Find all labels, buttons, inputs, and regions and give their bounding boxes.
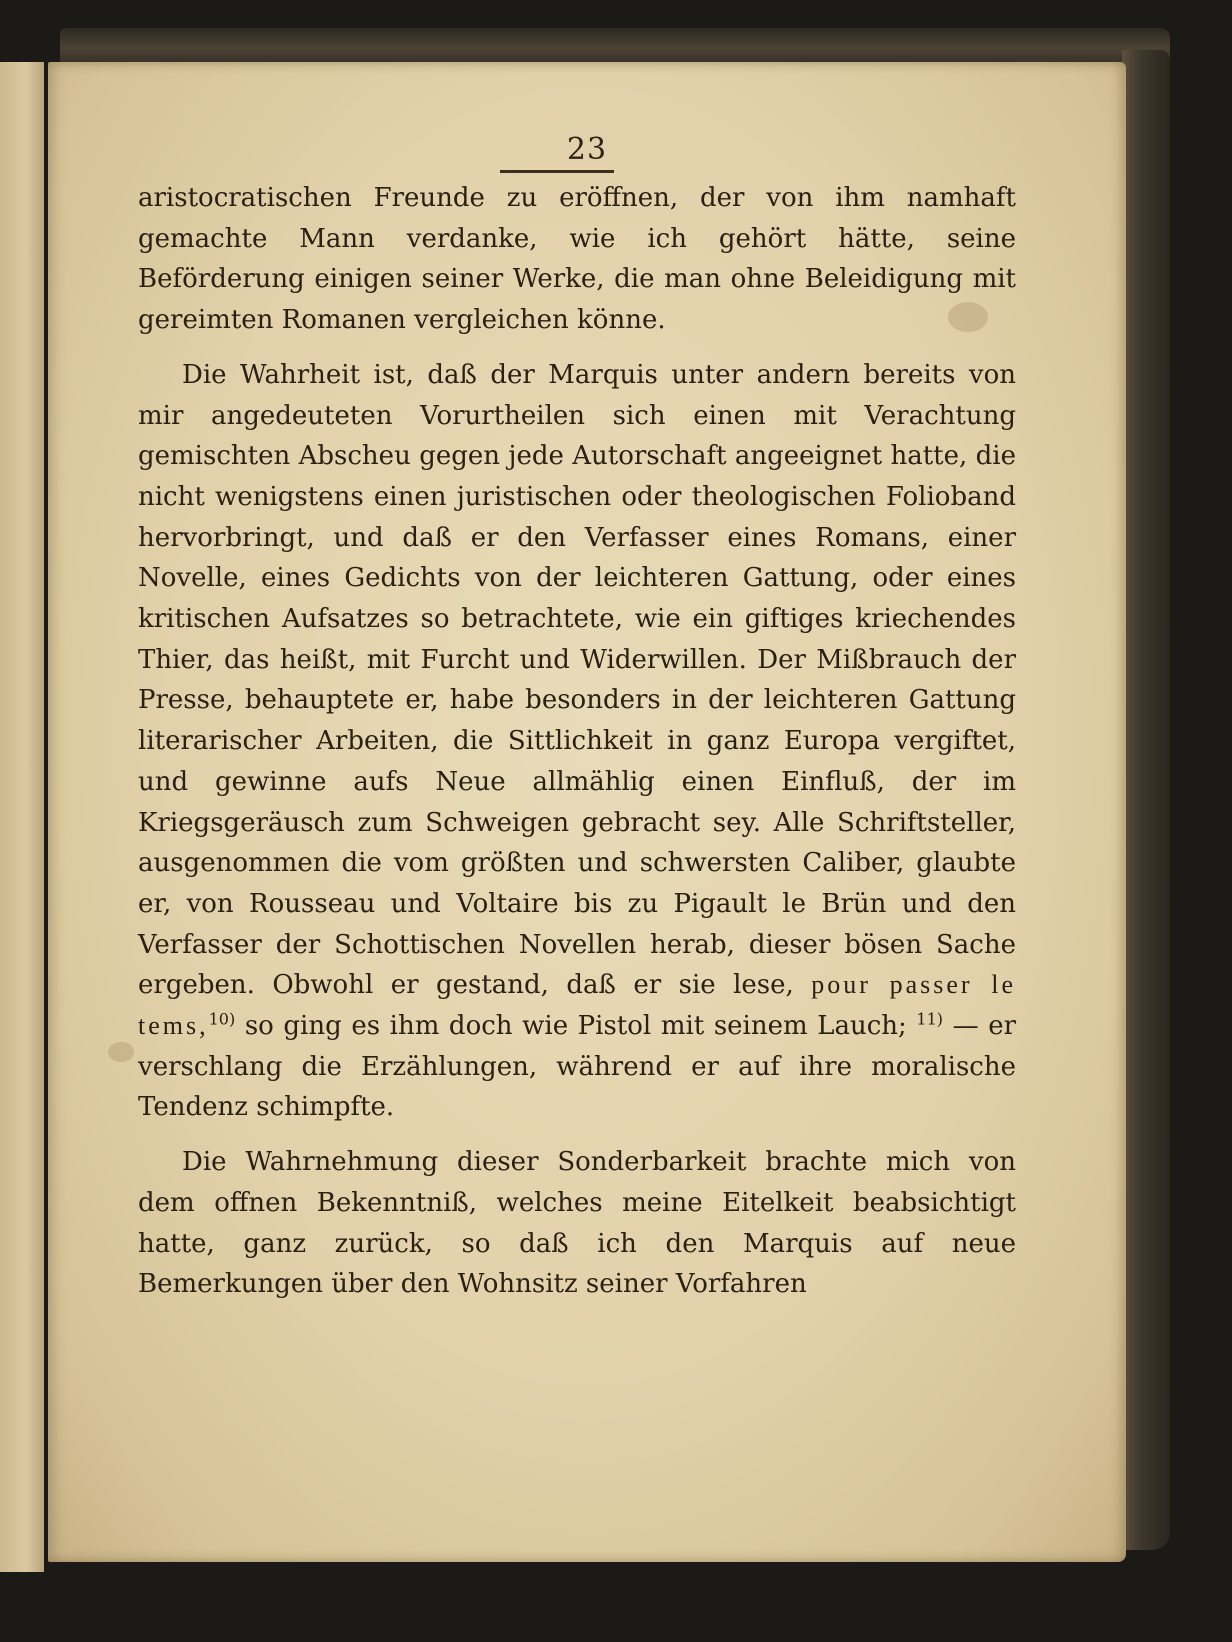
page-body-text — [138, 178, 1016, 1305]
paper-stain — [108, 1042, 134, 1062]
book-page — [48, 62, 1126, 1562]
book-cover-edge — [1122, 50, 1170, 1550]
footnote-marker: 11) — [916, 1009, 944, 1029]
paragraph-observation: Die Wahrnehmung dieser Sonderbarkeit brachte mich von dem offnen Bekenntniß, welches meine Eitelkeit beabsichtigt hatte, ganz zurück, so daß ich den Marquis auf neue Bemerkungen über den Wohnsitz seiner Vorfahren — [138, 1147, 1016, 1300]
facing-page-edge — [0, 62, 44, 1572]
paragraph-text: Die Wahrheit ist, daß der Marquis unter andern bereits von mir angedeuteten Vorurtheilen sich einen mit Verachtung gemischten Abscheu gegen jede Autorschaft angeeignet hatte, die nicht wenigstens einen juristischen oder theologischen Folioband hervorbringt, und daß er den Verfasser eines Romans, einer Novelle, eines Gedichts von der leichteren Gattung, oder eines kritischen Aufsatzes so betrachtete, wie ein giftiges kriechendes Thier, das heißt, mit Furcht und Widerwillen. Der Mißbrauch der Presse, behauptete er, habe besonders in der leichteren Gattung literarischer Arbeiten, die Sittlichkeit in ganz Europa vergiftet, und gewinne aufs Neue allmählig einen Einfluß, der im Kriegsgeräusch zum Schweigen gebracht sey. Alle Schriftsteller, ausgenommen die vom größten und schwersten Caliber, glaubte er, von Rousseau und Voltaire bis zu Pigault le Brün und den Verfasser der Schottischen Novellen herab, dieser bösen Sache ergeben. Obwohl er gestand, daß er sie lese, — [138, 359, 1016, 1001]
paragraph-text: so ging es ihm doch wie Pistol mit seinem Lauch; — [244, 1011, 907, 1042]
foreign-phrase: pour passer le tems, — [138, 970, 1017, 1041]
paragraph-continuation: aristocratischen Freunde zu eröffnen, der von ihm namhaft gemachte Mann verdanke, wie ich gehört hätte, seine Beförderung einigen seiner Werke, die man ohne Beleidigung mit gereimten Romanen vergleichen könne. — [138, 183, 1016, 336]
page-number: 23 — [566, 132, 608, 167]
paragraph-marquis-prejudice — [138, 355, 1016, 1128]
book-binding-top — [60, 28, 1170, 62]
footnote-marker: 10) — [208, 1009, 236, 1029]
page-number-rule — [500, 170, 614, 173]
paragraph-text: — er verschlang die Erzählungen, während er auf ihre moralische Tendenz schimpfte. — [138, 1011, 1017, 1123]
